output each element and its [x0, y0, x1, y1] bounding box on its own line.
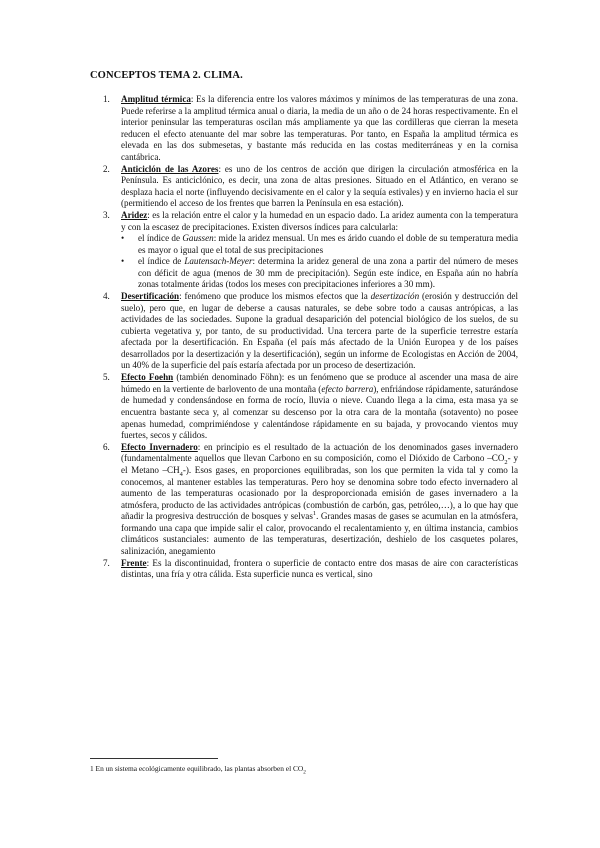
bullet-item-gaussen: [121, 233, 518, 256]
item-text: - y el Metano –CH: [121, 453, 518, 475]
item-term: Amplitud térmica: [121, 94, 191, 104]
italic-term: efecto barrera: [321, 383, 374, 394]
list-item-frente: [90, 558, 518, 581]
item-text: . Grandes masas de gases se acumulan en la atmósfera, formando una capa que impide salir el calor, provocando el recalentamiento y, en última instancia, cambios climáticos sustanciales: aumento de las temperaturas, desertización, deshielo de los casquetes polares, salinización, anegamiento: [121, 511, 519, 556]
item-term: Efecto Invernadero: [121, 441, 198, 452]
footnote-number: 1: [90, 764, 94, 773]
item-text: (también denominado Föhn): es un fenómeno que se produce al ascender una masa de aire húmedo en la vertiente de barlovento de una montaña (: [121, 372, 518, 394]
item-text: (erosión y destrucción del suelo), pero que, en lugar de deberse a causas naturales, se debe sobre todo a causas antrópicas, a las actividades de las sociedades. Supone la gradual desaparición del potencial biológico de los suelos, de su cubierta vegetativa y, por tanto, de su productividad. Una tercera parte de la superficie terrestre estaría afectada por la desertificación. En España (el país más afectado de la Unión Europea y de los países desarrollados por la desertización y la desertificación), según un informe de Ecologistas en Acción de 2004, un 40% de la superficie del país estaría afectada por un proceso de desertización.: [121, 291, 518, 371]
index-name: Lautensach-Meyer: [184, 256, 253, 267]
item-text: : en principio es el resultado de la actuación de los denominados gases invernadero (fundamentalmente aquellos que llevan Carbono en su composición, como el Dióxido de Carbono –CO: [121, 441, 518, 464]
item-term: Efecto Foehn: [121, 372, 174, 383]
item-number: 7.: [103, 557, 110, 568]
footnote-text: En un sistema ecológicamente equilibrado, las plantas absorben el CO: [93, 764, 304, 773]
list-item-aridez: [90, 210, 518, 291]
footnote-ref[interactable]: 1: [312, 510, 317, 518]
list-item-amplitud: [90, 94, 518, 163]
list-item-foehn: [90, 372, 518, 441]
subscript: 2: [303, 769, 306, 776]
item-number: 1.: [103, 94, 110, 104]
bullet-text: el índice de: [138, 233, 183, 244]
bullet-item-lautensach: [121, 256, 518, 291]
bullet-dot: •: [121, 256, 125, 267]
footnote: [90, 764, 520, 776]
bullet-dot: •: [121, 233, 125, 244]
index-bullet-list: [121, 233, 518, 291]
list-item-invernadero: [90, 442, 518, 557]
list-item-desertificacion: [90, 291, 518, 372]
item-text: : es la relación entre el calor y la humedad en un espacio dado. La aridez aumenta con la temperatura y con la escasez de precipitaciones. Existen diversos índices para calcularla:: [121, 210, 518, 232]
item-term: Anticiclón de las Azores: [121, 163, 219, 174]
item-text: ), enfriándose rápidamente, saturándose de humedad y condensándose en forma de rocío, lluvia o nieve. Cuando llega a la cima, esta masa ya se encuentra bastante seca y, al comenzar su descenso por la otra cara de la montaña (sotavento) no posee apenas humedad, comprimiéndose y calentándose rápidamente en su bajada, y provocando vientos muy fuertes, secos y cálidos.: [121, 383, 518, 441]
item-text: : es uno de los centros de acción que dirigen la circulación atmosférica en la Península. Es anticiclónico, es decir, una zona de altas presiones. Situado en el Atlántico, en verano se desplaza hacia el norte (influyendo decisivamente en el calor y la sequía estivales) y en invierno hacia el sur (permitiendo el acceso de los frentes que barren la Península en esa estación).: [121, 163, 519, 209]
concept-list: [90, 94, 518, 581]
item-text: -). Esos gases, en proporciones equilibradas, son los que permiten la vida tal y como la conocemos, al mantener estables las temperaturas. Pero hoy se denomina sobre todo efecto invernadero al aumento de las temperaturas ocasionado por la desproporcionada emisión de gases invernadero a la atmósfera, producto de las actividades antrópicas (combustión de carbón, gas, petróleo,…), a lo que hay que añadir la progresiva destrucción de bosques y selvas: [121, 464, 518, 522]
page-title: CONCEPTOS TEMA 2. CLIMA.: [90, 70, 243, 81]
item-term: Frente: [121, 557, 147, 568]
item-number: 3.: [103, 210, 110, 221]
item-term: Desertificación: [121, 291, 180, 302]
item-number: 4.: [103, 291, 110, 302]
index-name: Gaussen: [182, 233, 214, 244]
bullet-text: el índice de: [138, 256, 185, 267]
item-text: : Es la discontinuidad, frontera o superficie de contacto entre dos masas de aire con características distintas, una fría y otra cálida. Esta superficie nunca es vertical, sino: [121, 557, 518, 580]
subscript: 4: [179, 470, 183, 478]
bullet-text: : determina la aridez general de una zona a partir del número de meses con déficit de agua (menos de 30 mm de precipitación). Según este índice, en España aún no habría zonas totalmente áridas (todos los meses con precipitaciones inferiores a 30 mm).: [138, 256, 518, 290]
item-number: 5.: [103, 372, 110, 383]
footnote-divider: [90, 758, 218, 759]
item-text: : Es la diferencia entre los valores máximos y mínimos de las temperaturas de una zona. Puede referirse a la amplitud térmica anual o diaria, la media de un año o de 24 horas respectivamente. En el interior peninsular las temperaturas oscilan más ampliamente ya que las cordilleras que cierran la meseta reducen el efecto atenuante del mar sobre las temperaturas. Por tanto, en España la amplitud térmica es elevada en las dos submesetas, y bastante más reducida en las costas mediterráneas y en la cornisa cantábrica.: [121, 94, 518, 162]
bullet-text: : mide la aridez mensual. Un mes es árido cuando el doble de su temperatura media es mayor o igual que el total de sus precipitaciones: [138, 233, 519, 255]
italic-term: desertización: [370, 291, 420, 302]
list-item-anticiclon: [90, 164, 518, 210]
subscript: 2: [504, 459, 508, 467]
item-text: : fenómeno que produce los mismos efectos que la: [179, 291, 371, 302]
item-number: 2.: [103, 163, 110, 174]
item-term: Aridez: [121, 210, 148, 221]
item-number: 6.: [103, 441, 110, 452]
